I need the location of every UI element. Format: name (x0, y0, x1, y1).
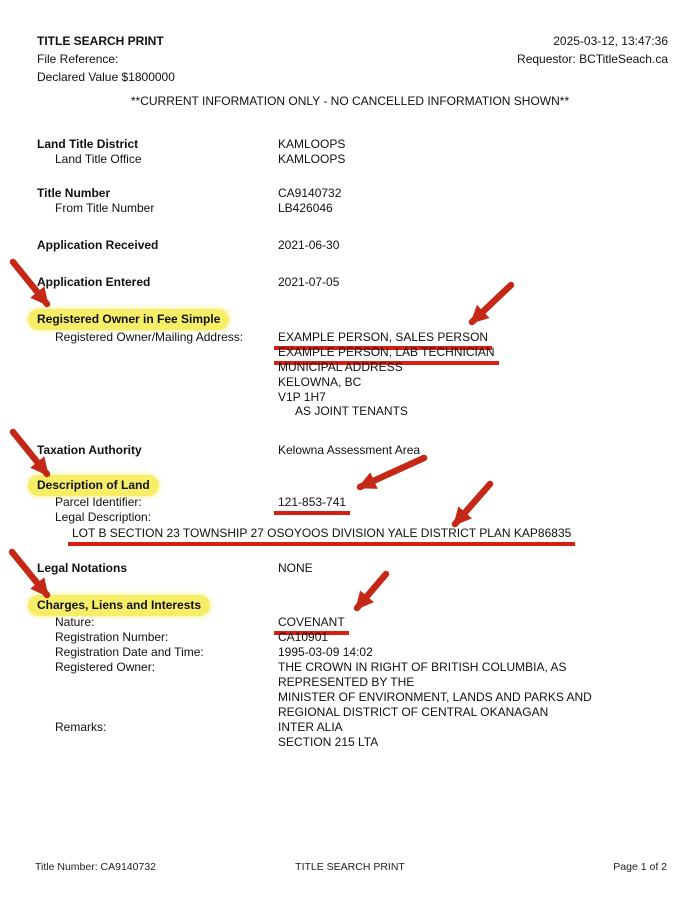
charge-registered-owner-block (278, 660, 592, 720)
registered-owner-heading-row (37, 312, 229, 326)
land-title-district-label: Land Title District (37, 137, 139, 151)
owner-name-2: EXAMPLE PERSON, LAB TECHNICIAN (274, 345, 499, 365)
title-number-label: Title Number (37, 186, 111, 200)
description-of-land-heading-highlight: Description of Land (28, 475, 159, 496)
from-title-number-label: From Title Number (55, 201, 155, 215)
remarks-block (278, 720, 378, 750)
taxation-authority-label: Taxation Authority (37, 443, 142, 457)
print-datetime: 2025-03-12, 13:47:36 (553, 34, 668, 48)
application-received-label: Application Received (37, 238, 159, 252)
arrow-owner-name (472, 285, 511, 322)
taxation-authority-value: Kelowna Assessment Area (278, 443, 421, 457)
land-title-office-value: KAMLOOPS (278, 152, 346, 166)
nature-value: COVENANT (274, 615, 349, 635)
land-title-district-value: KAMLOOPS (278, 137, 346, 151)
owner-mailing-address-label: Registered Owner/Mailing Address: (55, 330, 244, 344)
address-line-2: KELOWNA, BC (278, 375, 362, 389)
land-title-office-label: Land Title Office (55, 152, 142, 166)
legal-description-label: Legal Description: (55, 510, 152, 524)
current-information-notice: **CURRENT INFORMATION ONLY - NO CANCELLED INFORMATION SHOWN** (130, 94, 570, 108)
owner-name-2-row (278, 345, 499, 359)
declared-value: Declared Value $1800000 (37, 70, 175, 84)
address-line-1: MUNICIPAL ADDRESS (278, 360, 403, 374)
charge-owner-line-2: REPRESENTED BY THE (278, 675, 415, 689)
footer-title-number: Title Number: CA9140732 (35, 861, 157, 873)
address-line-3: V1P 1H7 (278, 390, 326, 404)
nature-row (278, 615, 349, 629)
charge-owner-line-4: REGIONAL DISTRICT OF CENTRAL OKANAGAN (278, 705, 549, 719)
remarks-label: Remarks: (55, 720, 107, 734)
description-of-land-heading-row (37, 478, 159, 492)
parcel-identifier-row (278, 495, 350, 509)
application-entered-label: Application Entered (37, 275, 151, 289)
from-title-number-value: LB426046 (278, 201, 333, 215)
legal-description-value: LOT B SECTION 23 TOWNSHIP 27 OSOYOOS DIVISION YALE DISTRICT PLAN KAP86835 (68, 526, 575, 546)
arrow-covenant (357, 574, 386, 608)
tenancy-type: AS JOINT TENANTS (295, 404, 408, 418)
nature-label: Nature: (55, 615, 95, 629)
application-received-value: 2021-06-30 (278, 238, 340, 252)
file-reference-label: File Reference: (37, 52, 119, 66)
legal-notations-value: NONE (278, 561, 313, 575)
charge-registered-owner-label: Registered Owner: (55, 660, 156, 674)
parcel-identifier-label: Parcel Identifier: (55, 495, 142, 509)
remarks-line-1: INTER ALIA (278, 720, 343, 734)
registration-number-value: CA10901 (278, 630, 329, 644)
legal-notations-label: Legal Notations (37, 561, 128, 575)
document-title: TITLE SEARCH PRINT (37, 34, 164, 48)
charges-heading-highlight: Charges, Liens and Interests (28, 595, 210, 616)
requestor: Requestor: BCTitleSeach.ca (517, 52, 668, 66)
footer-page-number: Page 1 of 2 (613, 861, 667, 873)
remarks-line-2: SECTION 215 LTA (278, 735, 379, 749)
owner-name-1: EXAMPLE PERSON, SALES PERSON (274, 330, 492, 350)
charges-heading-row (37, 598, 210, 612)
application-entered-value: 2021-07-05 (278, 275, 340, 289)
registered-owner-heading-highlight: Registered Owner in Fee Simple (28, 309, 229, 330)
arrow-legal-description (455, 484, 490, 524)
registration-number-label: Registration Number: (55, 630, 169, 644)
arrow-parcel-identifier (360, 458, 424, 487)
registration-date-value: 1995-03-09 14:02 (278, 645, 373, 659)
charge-owner-line-3: MINISTER OF ENVIRONMENT, LANDS AND PARKS AND (278, 690, 592, 704)
charge-owner-line-1: THE CROWN IN RIGHT OF BRITISH COLUMBIA, AS (278, 660, 567, 674)
footer-doc-title: TITLE SEARCH PRINT (295, 861, 405, 873)
owner-name-1-row (278, 330, 492, 344)
owner-address-block (278, 360, 403, 405)
title-number-value: CA9140732 (278, 186, 342, 200)
legal-description-row (72, 526, 575, 540)
registration-date-label: Registration Date and Time: (55, 645, 204, 659)
parcel-identifier-value: 121-853-741 (274, 495, 350, 515)
